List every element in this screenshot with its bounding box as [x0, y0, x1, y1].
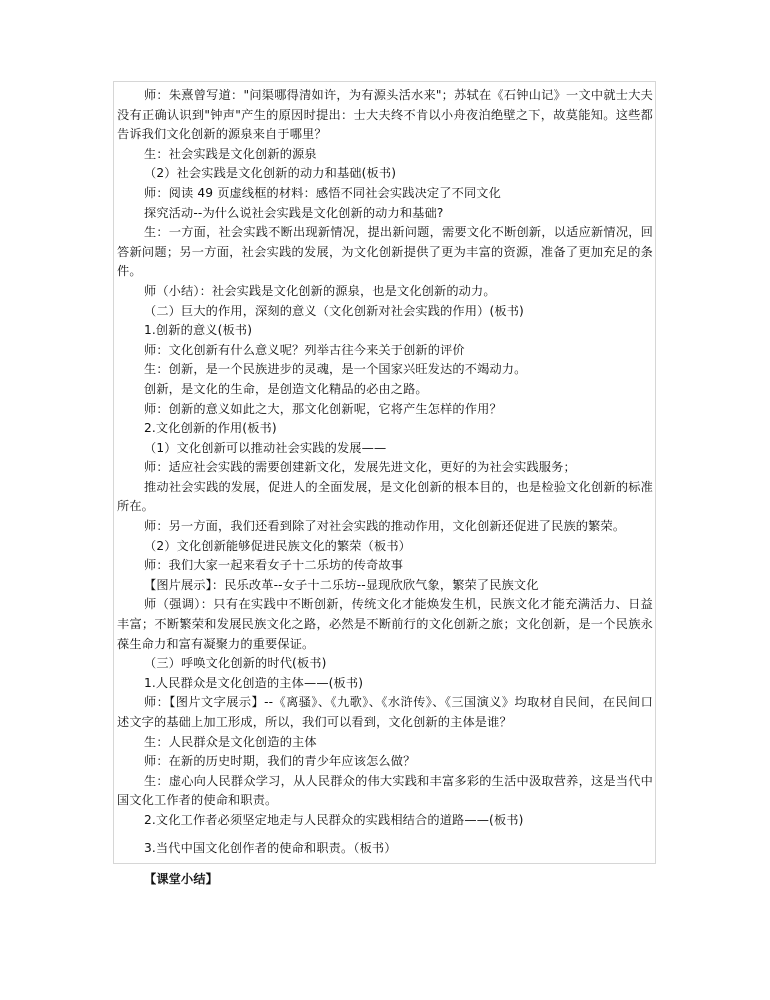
heading-innovation-meaning: 1.创新的意义(板书) — [144, 323, 253, 338]
paragraph-teacher-youth: 师：在新的历史时期，我们的青少年应该怎么做？ — [144, 754, 416, 769]
paragraph-teacher-question: 师：文化创新有什么意义呢？列举古往今来关于创新的评价 — [144, 342, 465, 357]
lesson-plan-body — [117, 86, 653, 890]
paragraph-twelve-girls-story: 师：我们大家一起来看女子十二乐坊的传奇故事 — [144, 558, 404, 573]
paragraph-image-text-display: 师：【图片文字展示】--《离骚》、《九歌》、《水浒传》、《三国演义》均取材自民间，在民间口述文字的基础上加工形成，所以，我们可以看到，文化创新的主体是谁？ — [117, 695, 653, 729]
paragraph-innovation-life: 创新，是文化的生命，是创造文化精品的必由之路。 — [144, 381, 428, 396]
paragraph-fundamental-purpose: 推动社会实践的发展，促进人的全面发展，是文化创新的根本目的，也是检验文化创新的标准所在。 — [117, 479, 653, 514]
heading-innovation-role: 2.文化创新的作用(板书) — [144, 421, 277, 436]
heading-role-two: （2）文化创新能够促进民族文化的繁荣（板书） — [144, 538, 411, 553]
paragraph-teacher-emphasis: 师（强调）：只有在实践中不断创新，传统文化才能焕发生机，民族文化才能充满活力、日益丰富；不断繁荣和发展民族文化之路，必然是不断前行的文化创新之旅；文化创新，是一个民族永葆生命力和富有凝聚力的重要保证。 — [117, 597, 653, 651]
paragraph-inquiry-activity: 探究活动--为什么说社会实践是文化创新的动力和基础? — [144, 205, 444, 220]
paragraph-student-learn: 生：虚心向人民群众学习，从人民群众的伟大实践和丰富多彩的生活中汲取营养，这是当代中国文化工作者的使命和职责。 — [117, 773, 653, 808]
heading-section-three: （三）呼唤文化创新的时代(板书) — [144, 656, 327, 671]
paragraph-image-display: 【图片展示】：民乐改革--女子十二乐坊--显现欣欣气象，繁荣了民族文化 — [144, 577, 539, 592]
heading-people-subject: 1.人民群众是文化创造的主体——(板书) — [144, 675, 364, 690]
paragraph-teacher-effect-question: 师：创新的意义如此之大，那文化创新呢，它将产生怎样的作用？ — [144, 401, 502, 416]
paragraph-teacher-summary: 师（小结）：社会实践是文化创新的源泉，也是文化创新的动力。 — [144, 283, 496, 298]
paragraph-student-people: 生：人民群众是文化创造的主体 — [144, 734, 317, 749]
heading-practice-basis: （2）社会实践是文化创新的动力和基础(板书) — [144, 166, 397, 181]
heading-mission: 3.当代中国文化创作者的使命和职责。（板书） — [144, 840, 397, 855]
heading-workers-path: 2.文化工作者必须坚定地走与人民群众的实践相结合的道路——(板书) — [144, 812, 524, 827]
paragraph-student-answer: 生：社会实践是文化创新的源泉 — [144, 146, 317, 161]
paragraph-teacher-quote: 师：朱熹曾写道："问渠哪得清如许，为有源头活水来"；苏轼在《石钟山记》一文中就士大夫没有正确认识到"钟声"产生的原因时提出：士大夫终不肯以小舟夜泊绝壁之下，故莫能知。这些都告诉我们文化创新的源泉来自于哪里？ — [117, 88, 653, 142]
heading-role-one: （1）文化创新可以推动社会实践的发展—— — [144, 440, 387, 455]
paragraph-student-innovation: 生：创新，是一个民族进步的灵魂，是一个国家兴旺发达的不竭动力。 — [144, 362, 527, 377]
paragraph-read-page-49: 师：阅读 49 页虚线框的材料：感悟不同社会实践决定了不同文化 — [144, 185, 501, 200]
paragraph-teacher-adapt: 师：适应社会实践的需要创建新文化，发展先进文化，更好的为社会实践服务； — [144, 460, 576, 475]
heading-class-summary: 【课堂小结】 — [144, 872, 219, 887]
paragraph-student-explanation: 生：一方面，社会实践不断出现新情况，提出新问题，需要文化不断创新，以适应新情况，回答新问题；另一方面，社会实践的发展，为文化创新提供了更为丰富的资源，准备了更加充足的条件。 — [117, 225, 653, 279]
heading-section-two: （二）巨大的作用，深刻的意义（文化创新对社会实践的作用）(板书) — [144, 303, 524, 318]
paragraph-teacher-other-hand: 师：另一方面，我们还看到除了对社会实践的推动作用，文化创新还促进了民族的繁荣。 — [144, 519, 626, 534]
